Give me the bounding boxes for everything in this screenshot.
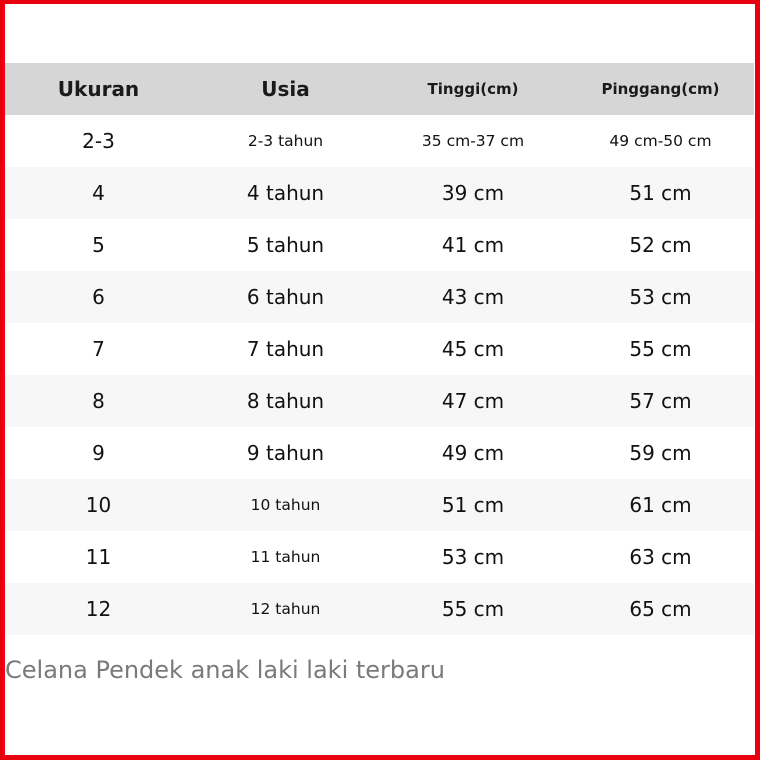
cell-usia: 12 tahun [192, 583, 379, 635]
cell-ukuran: 12 [5, 583, 192, 635]
header-usia: Usia [192, 63, 379, 115]
cell-tinggi: 45 cm [379, 323, 567, 375]
cell-usia: 6 tahun [192, 271, 379, 323]
table-row [5, 167, 754, 219]
cell-tinggi: 41 cm [379, 219, 567, 271]
cell-ukuran: 4 [5, 167, 192, 219]
cell-ukuran: 7 [5, 323, 192, 375]
cell-usia: 7 tahun [192, 323, 379, 375]
cell-usia: 5 tahun [192, 219, 379, 271]
cell-ukuran: 2-3 [5, 115, 192, 167]
header-ukuran: Ukuran [5, 63, 192, 115]
cell-ukuran: 10 [5, 479, 192, 531]
cell-pinggang: 57 cm [567, 375, 754, 427]
table-row [5, 323, 754, 375]
cell-pinggang: 51 cm [567, 167, 754, 219]
cell-tinggi: 53 cm [379, 531, 567, 583]
table-row [5, 479, 754, 531]
cell-ukuran: 6 [5, 271, 192, 323]
table-header-row [5, 63, 754, 115]
cell-ukuran: 9 [5, 427, 192, 479]
cell-ukuran: 5 [5, 219, 192, 271]
cell-pinggang: 61 cm [567, 479, 754, 531]
cell-pinggang: 52 cm [567, 219, 754, 271]
table-row [5, 583, 754, 635]
table-row [5, 271, 754, 323]
table-row [5, 375, 754, 427]
size-chart-table [5, 63, 754, 635]
table-row [5, 115, 754, 167]
cell-tinggi: 39 cm [379, 167, 567, 219]
cell-tinggi: 47 cm [379, 375, 567, 427]
cell-pinggang: 63 cm [567, 531, 754, 583]
header-pinggang: Pinggang(cm) [567, 63, 754, 115]
cell-tinggi: 55 cm [379, 583, 567, 635]
cell-pinggang: 53 cm [567, 271, 754, 323]
cell-ukuran: 11 [5, 531, 192, 583]
cell-ukuran: 8 [5, 375, 192, 427]
table-row [5, 427, 754, 479]
cell-pinggang: 55 cm [567, 323, 754, 375]
cell-usia: 9 tahun [192, 427, 379, 479]
cell-pinggang: 49 cm-50 cm [567, 115, 754, 167]
cell-pinggang: 59 cm [567, 427, 754, 479]
cell-tinggi: 43 cm [379, 271, 567, 323]
product-caption: Celana Pendek anak laki laki terbaru [5, 656, 445, 684]
cell-usia: 2-3 tahun [192, 115, 379, 167]
cell-usia: 10 tahun [192, 479, 379, 531]
cell-tinggi: 35 cm-37 cm [379, 115, 567, 167]
cell-tinggi: 51 cm [379, 479, 567, 531]
cell-pinggang: 65 cm [567, 583, 754, 635]
header-tinggi: Tinggi(cm) [379, 63, 567, 115]
table-row [5, 531, 754, 583]
cell-usia: 8 tahun [192, 375, 379, 427]
table-row [5, 219, 754, 271]
cell-tinggi: 49 cm [379, 427, 567, 479]
cell-usia: 11 tahun [192, 531, 379, 583]
cell-usia: 4 tahun [192, 167, 379, 219]
